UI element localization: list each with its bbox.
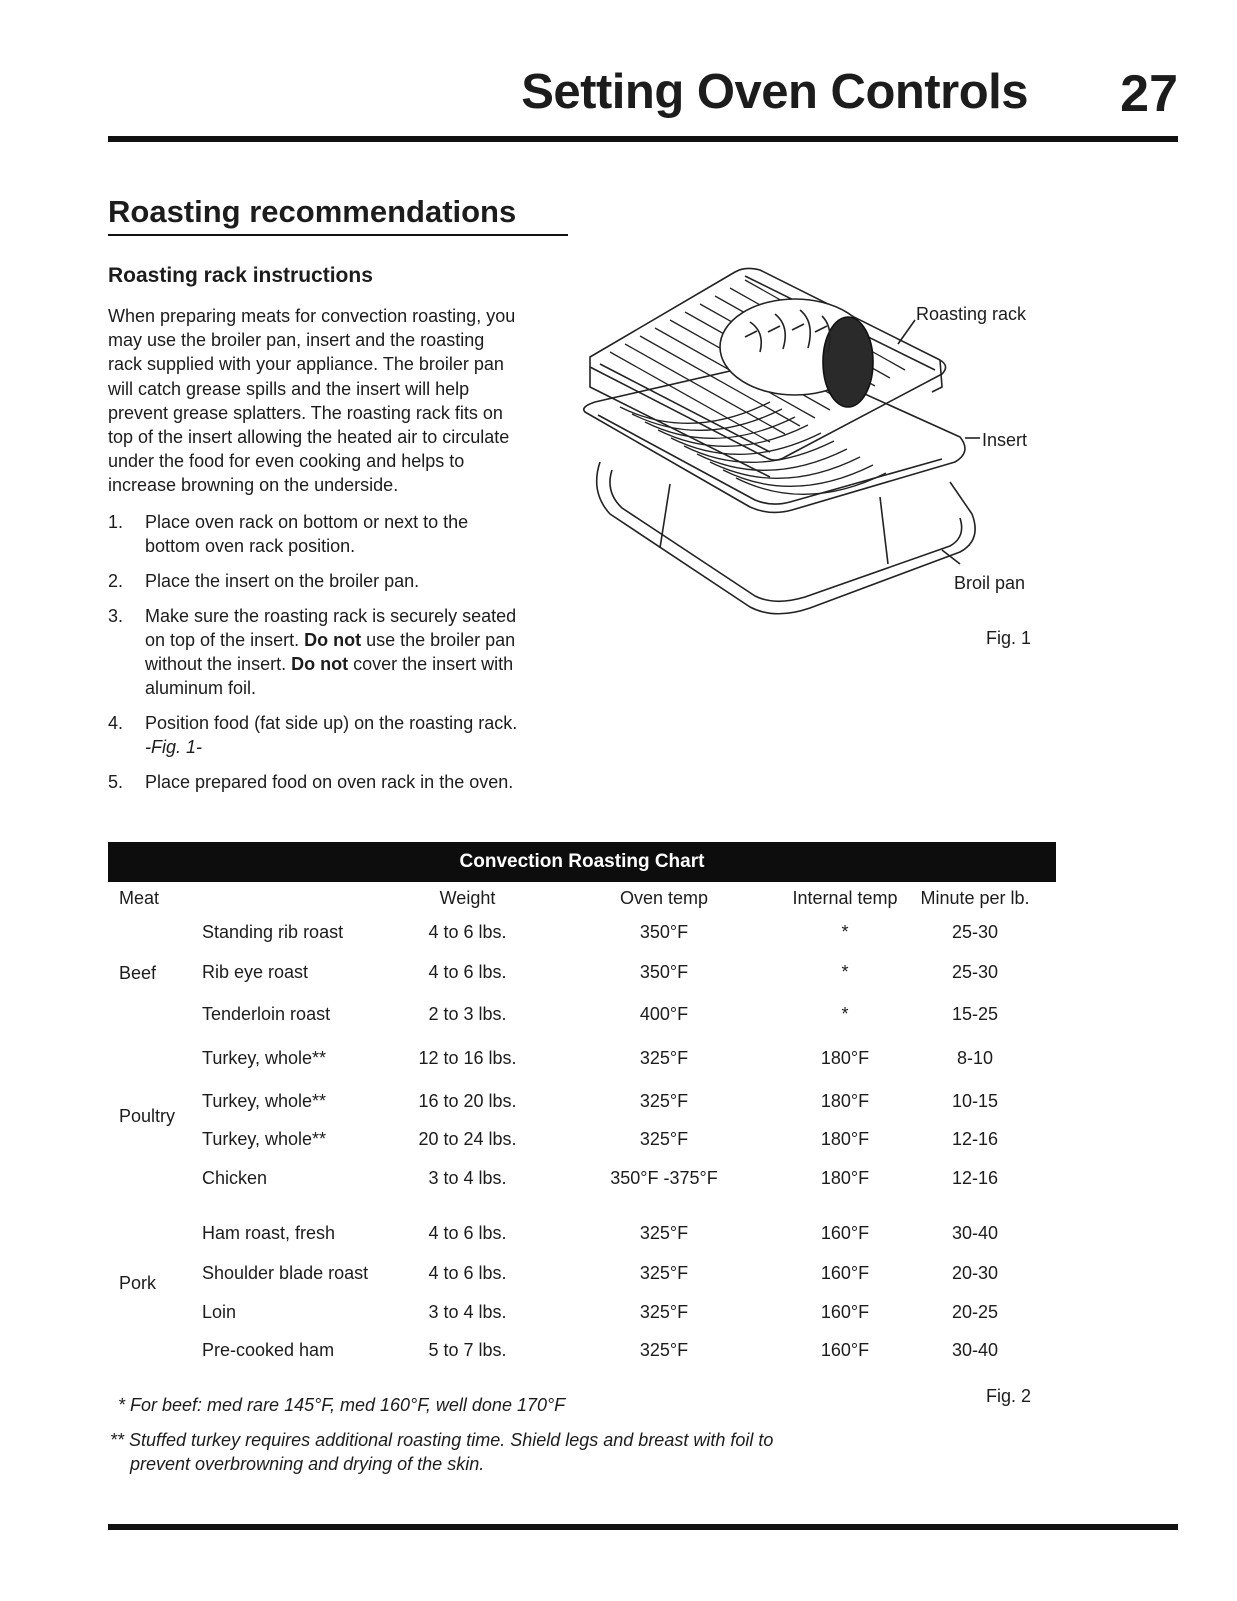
weight-cell: 4 to 6 lbs. — [428, 962, 507, 982]
internal-temp-cell: 180°F — [820, 1048, 870, 1068]
broil-pan-shape — [597, 462, 975, 614]
step-item — [108, 604, 580, 700]
oven-temp-cell: 325°F — [639, 1048, 689, 1068]
minute-cell: 25-30 — [951, 922, 999, 942]
step-text: cover the insert with — [348, 654, 514, 674]
step-line: aluminum foil. — [145, 678, 257, 698]
internal-temp-cell: 160°F — [820, 1263, 870, 1283]
internal-temp-cell: * — [841, 1004, 849, 1024]
step-line: Place the insert on the broiler pan. — [145, 571, 420, 591]
column-header-internal-temp: Internal temp — [792, 888, 898, 908]
cut-cell: Turkey, whole** — [202, 1048, 327, 1068]
minute-cell: 25-30 — [951, 962, 999, 982]
meat-group-beef: Beef — [119, 963, 157, 983]
intro-line: may use the broiler pan, insert and the roasting — [108, 330, 485, 351]
internal-temp-cell: 180°F — [820, 1091, 870, 1111]
cut-cell: Chicken — [202, 1168, 268, 1188]
step-line: Place oven rack on bottom or next to the — [145, 512, 469, 532]
cut-cell: Turkey, whole** — [202, 1091, 327, 1111]
internal-temp-cell: * — [841, 922, 849, 942]
figure2-caption: Fig. 2 — [986, 1386, 1032, 1406]
cut-cell: Turkey, whole** — [202, 1129, 327, 1149]
minute-cell: 30-40 — [951, 1223, 999, 1243]
figure-reference: -Fig. 1- — [145, 737, 203, 757]
oven-temp-cell: 325°F — [639, 1091, 689, 1111]
step-number: 1. — [108, 512, 124, 532]
section-underline — [108, 234, 568, 236]
warning-text: Do not — [291, 654, 349, 674]
footnote-turkey-continued: prevent overbrowning and drying of the skin. — [130, 1454, 485, 1474]
intro-paragraph — [108, 304, 580, 498]
step-item — [108, 510, 580, 558]
step-line: Place prepared food on oven rack in the oven. — [145, 772, 514, 792]
label-insert: Insert — [982, 430, 1028, 450]
oven-temp-cell: 325°F — [639, 1302, 689, 1322]
oven-temp-cell: 325°F — [639, 1340, 689, 1360]
minute-cell: 20-25 — [951, 1302, 999, 1322]
footnote-turkey: ** Stuffed turkey requires additional roasting time. Shield legs and breast with foil to — [110, 1430, 774, 1450]
chart-title: Convection Roasting Chart — [108, 842, 1056, 882]
meat-group-poultry: Poultry — [119, 1106, 176, 1126]
step-item — [108, 770, 580, 794]
intro-line: top of the insert allowing the heated air to circulate — [108, 427, 510, 448]
weight-cell: 3 to 4 lbs. — [428, 1168, 507, 1188]
sub-heading: Roasting rack instructions — [108, 264, 373, 287]
minute-cell: 12-16 — [951, 1168, 999, 1188]
oven-temp-cell: 350°F — [639, 922, 689, 942]
step-number: 2. — [108, 571, 124, 591]
step-text: without the insert. — [145, 654, 292, 674]
internal-temp-cell: 160°F — [820, 1223, 870, 1243]
intro-line: increase browning on the underside. — [108, 475, 399, 496]
step-item — [108, 569, 580, 593]
oven-temp-cell: 325°F — [639, 1263, 689, 1283]
intro-line: rack supplied with your appliance. The broiler pan — [108, 354, 504, 375]
step-line: Position food (fat side up) on the roasting rack. — [145, 713, 518, 733]
step-line: bottom oven rack position. — [145, 536, 356, 556]
minute-cell: 30-40 — [951, 1340, 999, 1360]
meat-group-pork: Pork — [119, 1273, 157, 1293]
cut-cell: Loin — [202, 1302, 237, 1322]
minute-cell: 12-16 — [951, 1129, 999, 1149]
roast-shape — [720, 299, 873, 407]
weight-cell: 20 to 24 lbs. — [418, 1129, 517, 1149]
step-text: use the broiler pan — [361, 630, 516, 650]
intro-line: under the food for even cooking and helps to — [108, 451, 465, 472]
footnote-beef: * For beef: med rare 145°F, med 160°F, well done 170°F — [118, 1395, 566, 1415]
internal-temp-cell: 180°F — [820, 1129, 870, 1149]
step-line — [145, 652, 580, 676]
column-header-meat: Meat — [119, 888, 160, 908]
cut-cell: Tenderloin roast — [202, 1004, 331, 1024]
weight-cell: 3 to 4 lbs. — [428, 1302, 507, 1322]
weight-cell: 2 to 3 lbs. — [428, 1004, 507, 1024]
figure-roasting-rack — [570, 252, 1050, 652]
header-rule — [108, 136, 1178, 142]
cut-cell: Standing rib roast — [202, 922, 344, 942]
intro-line: When preparing meats for convection roasting, you — [108, 306, 516, 326]
minute-cell: 10-15 — [951, 1091, 999, 1111]
oven-temp-cell: 400°F — [639, 1004, 689, 1024]
section-heading: Roasting recommendations — [108, 194, 517, 229]
label-broil-pan: Broil pan — [954, 573, 1026, 593]
weight-cell: 16 to 20 lbs. — [418, 1091, 517, 1111]
intro-line: will catch grease spills and the insert will help — [108, 378, 470, 399]
column-header-weight: Weight — [439, 888, 496, 908]
page-number: 27 — [1120, 65, 1178, 123]
step-number: 3. — [108, 606, 124, 626]
minute-cell: 20-30 — [951, 1263, 999, 1283]
page-title: Setting Oven Controls — [521, 65, 1028, 119]
step-line: Make sure the roasting rack is securely seated — [145, 606, 517, 626]
weight-cell: 4 to 6 lbs. — [428, 1263, 507, 1283]
column-header-minute-per-lb: Minute per lb. — [920, 888, 1030, 908]
oven-temp-cell: 350°F -375°F — [610, 1168, 718, 1188]
cut-cell: Rib eye roast — [202, 962, 309, 982]
oven-temp-cell: 325°F — [639, 1223, 689, 1243]
figure1-caption: Fig. 1 — [986, 628, 1032, 648]
cut-cell: Shoulder blade roast — [202, 1263, 369, 1283]
minute-cell: 15-25 — [951, 1004, 999, 1024]
weight-cell: 4 to 6 lbs. — [428, 1223, 507, 1243]
step-item — [108, 711, 580, 759]
footer-rule — [108, 1524, 1178, 1530]
oven-temp-cell: 325°F — [639, 1129, 689, 1149]
steps-list — [108, 510, 580, 805]
minute-cell: 8-10 — [956, 1048, 994, 1068]
internal-temp-cell: * — [841, 962, 849, 982]
step-number: 4. — [108, 713, 124, 733]
step-line — [145, 628, 580, 652]
internal-temp-cell: 160°F — [820, 1302, 870, 1322]
intro-line: prevent grease splatters. The roasting rack fits on — [108, 402, 503, 423]
cut-cell: Ham roast, fresh — [202, 1223, 336, 1243]
page-header — [108, 64, 1178, 126]
internal-temp-cell: 160°F — [820, 1340, 870, 1360]
weight-cell: 4 to 6 lbs. — [428, 922, 507, 942]
weight-cell: 12 to 16 lbs. — [418, 1048, 517, 1068]
warning-text: Do not — [304, 630, 362, 650]
cut-cell: Pre-cooked ham — [202, 1340, 335, 1360]
column-header-oven-temp: Oven temp — [619, 888, 709, 908]
label-roasting-rack: Roasting rack — [916, 304, 1027, 324]
internal-temp-cell: 180°F — [820, 1168, 870, 1188]
step-text: on top of the insert. — [145, 630, 305, 650]
weight-cell: 5 to 7 lbs. — [428, 1340, 507, 1360]
oven-temp-cell: 350°F — [639, 962, 689, 982]
step-number: 5. — [108, 772, 124, 792]
